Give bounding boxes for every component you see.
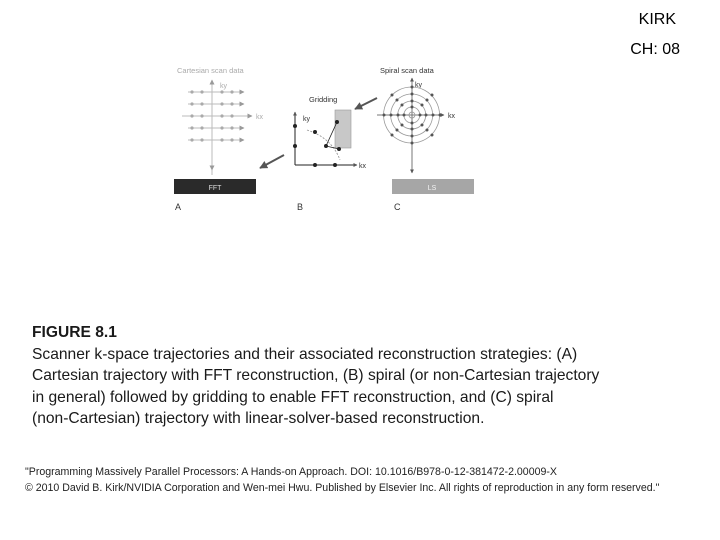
panel-b-letter: B bbox=[297, 202, 304, 212]
header-author: KIRK bbox=[638, 11, 676, 28]
caption-line-2: Cartesian trajectory with FFT reconstruction, (B) spiral (or non-Cartesian trajectory bbox=[32, 367, 600, 384]
panel-c-kx-label: kx bbox=[448, 113, 455, 120]
panel-a-kx-label: kx bbox=[256, 114, 263, 121]
header-chapter: CH: 08 bbox=[630, 41, 680, 58]
panel-b-title: Gridding bbox=[309, 95, 338, 104]
panel-a-title: Cartesian scan data bbox=[177, 66, 244, 75]
credit-line-1: "Programming Massively Parallel Processors: A Hands-on Approach. DOI: 10.1016/B978-0-12-381472-2.00009-X bbox=[25, 466, 557, 478]
fft-label: FFT bbox=[208, 185, 222, 192]
gridding-arrow-from-c bbox=[355, 98, 377, 109]
panel-b-ky-label: ky bbox=[303, 116, 310, 123]
grid-cell-highlight bbox=[335, 110, 351, 148]
caption-line-3: in general) followed by gridding to enable FFT reconstruction, and (C) spiral bbox=[32, 388, 554, 406]
caption-line-4: (non-Cartesian) trajectory with linear-solver-based reconstruction. bbox=[32, 410, 485, 427]
caption-title: FIGURE 8.1 bbox=[32, 324, 117, 341]
panel-b-kx-label: kx bbox=[359, 163, 366, 170]
gridding-samples bbox=[293, 120, 341, 167]
figure-caption bbox=[32, 322, 702, 430]
copyright-credit bbox=[25, 465, 705, 496]
caption-line-1: Scanner k-space trajectories and their associated reconstruction strategies: (A) bbox=[32, 345, 578, 363]
panel-c-ky-label: ky bbox=[415, 82, 422, 89]
panel-c-title: Spiral scan data bbox=[380, 66, 434, 75]
gridding-arrow-to-a bbox=[260, 155, 284, 168]
credit-line-2: © 2010 David B. Kirk/NVIDIA Corporation and Wen-mei Hwu. Published by Elsevier Inc. All rights of reproduction in any form reserved." bbox=[25, 481, 660, 494]
ls-label: LS bbox=[427, 185, 437, 192]
panel-c bbox=[377, 66, 474, 212]
kspace-figure bbox=[172, 60, 477, 215]
panel-a-letter: A bbox=[175, 202, 182, 212]
panel-b bbox=[260, 95, 377, 212]
panel-a-ky-label: ky bbox=[220, 83, 227, 90]
panel-c-letter: C bbox=[394, 202, 401, 212]
panel-a bbox=[174, 66, 264, 212]
